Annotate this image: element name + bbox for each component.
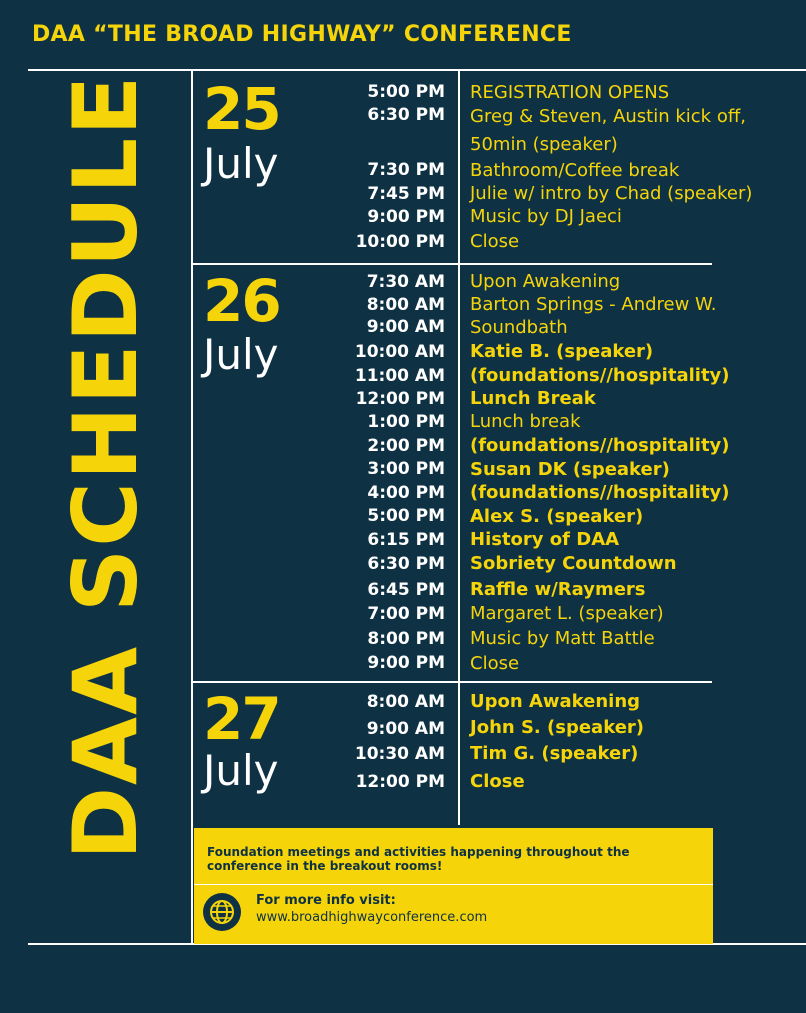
- schedule-event: Sobriety Countdown: [470, 553, 677, 574]
- schedule-time: 6:30 PM: [367, 105, 445, 125]
- schedule-time: 4:00 PM: [367, 483, 445, 503]
- schedule-event: Susan DK (speaker): [470, 459, 670, 480]
- schedule-time: 6:45 PM: [367, 580, 445, 600]
- schedule-event: Soundbath: [470, 317, 568, 338]
- schedule-event: Close: [470, 231, 520, 252]
- conference-title: DAA “THE BROAD HIGHWAY” CONFERENCE: [32, 22, 572, 47]
- schedule-time: 11:00 AM: [354, 366, 445, 386]
- schedule-time: 8:00 PM: [367, 629, 445, 649]
- schedule-event: (foundations//hospitality): [470, 435, 730, 456]
- more-info-label: For more info visit:: [256, 893, 396, 908]
- schedule-time: 1:00 PM: [367, 412, 445, 432]
- day-divider-2: [192, 681, 712, 683]
- schedule-time: 12:00 PM: [355, 389, 445, 409]
- schedule-event: Alex S. (speaker): [470, 506, 644, 527]
- website-link[interactable]: www.broadhighwayconference.com: [256, 910, 488, 925]
- schedule-event: Bathroom/Coffee break: [470, 160, 680, 181]
- schedule-event: Katie B. (speaker): [470, 341, 654, 362]
- schedule-time: 5:00 PM: [367, 82, 445, 102]
- schedule-time: 7:30 AM: [366, 272, 445, 292]
- schedule-event: Margaret L. (speaker): [470, 603, 664, 624]
- schedule-time: 10:30 AM: [354, 744, 445, 764]
- day-number: 25: [203, 75, 280, 143]
- schedule-time: 6:15 PM: [367, 530, 445, 550]
- schedule-time: 2:00 PM: [367, 436, 445, 456]
- schedule-event: (foundations//hospitality): [470, 365, 730, 386]
- schedule-time: 7:00 PM: [367, 604, 445, 624]
- day-number: 26: [203, 267, 280, 335]
- schedule-time: 8:00 AM: [366, 295, 445, 315]
- schedule-time: 9:00 PM: [367, 653, 445, 673]
- time-event-divider: [458, 69, 460, 825]
- schedule-event: Lunch break: [470, 411, 581, 432]
- schedule-time: 3:00 PM: [367, 459, 445, 479]
- globe-icon: [203, 893, 241, 931]
- schedule-time: 5:00 PM: [367, 506, 445, 526]
- schedule-event: Close: [470, 771, 525, 792]
- schedule-event: Lunch Break: [470, 388, 596, 409]
- schedule-event: Greg & Steven, Austin kick off,: [470, 106, 746, 127]
- day-number: 27: [203, 685, 280, 753]
- schedule-event: John S. (speaker): [470, 717, 645, 738]
- schedule-event: Music by Matt Battle: [470, 628, 655, 649]
- left-column-divider: [191, 69, 193, 944]
- schedule-time: 9:00 AM: [366, 719, 445, 739]
- schedule-event: Music by DJ Jaeci: [470, 206, 622, 227]
- schedule-event: Barton Springs - Andrew W.: [470, 294, 717, 315]
- schedule-event: Upon Awakening: [470, 271, 621, 292]
- day-month: July: [203, 746, 279, 795]
- schedule-time: 7:45 PM: [367, 184, 445, 204]
- schedule-event: Raffle w/Raymers: [470, 579, 646, 600]
- schedule-time: 10:00 PM: [355, 232, 445, 252]
- schedule-event: Close: [470, 653, 520, 674]
- schedule-time: 7:30 PM: [367, 160, 445, 180]
- schedule-time: 12:00 PM: [355, 772, 445, 792]
- schedule-time: 8:00 AM: [366, 692, 445, 712]
- foundation-notice: Foundation meetings and activities happening throughout the conference in the breakout rooms!: [207, 845, 630, 873]
- schedule-event: REGISTRATION OPENS: [470, 82, 670, 103]
- footer-separator: [194, 884, 713, 885]
- schedule-time: 10:00 AM: [354, 342, 445, 362]
- side-title: DAA SCHEDULE: [54, 73, 157, 860]
- day-month: July: [203, 330, 279, 379]
- schedule-time: 9:00 AM: [366, 317, 445, 337]
- schedule-time: 9:00 PM: [367, 207, 445, 227]
- schedule-event: 50min (speaker): [470, 134, 618, 155]
- schedule-event: History of DAA: [470, 529, 620, 550]
- schedule-event: Julie w/ intro by Chad (speaker): [470, 183, 753, 204]
- top-divider: [28, 69, 806, 71]
- day-divider-1: [192, 263, 712, 265]
- day-month: July: [203, 139, 279, 188]
- schedule-event: Upon Awakening: [470, 691, 641, 712]
- schedule-time: 6:30 PM: [367, 554, 445, 574]
- schedule-event: Tim G. (speaker): [470, 743, 639, 764]
- schedule-event: (foundations//hospitality): [470, 482, 730, 503]
